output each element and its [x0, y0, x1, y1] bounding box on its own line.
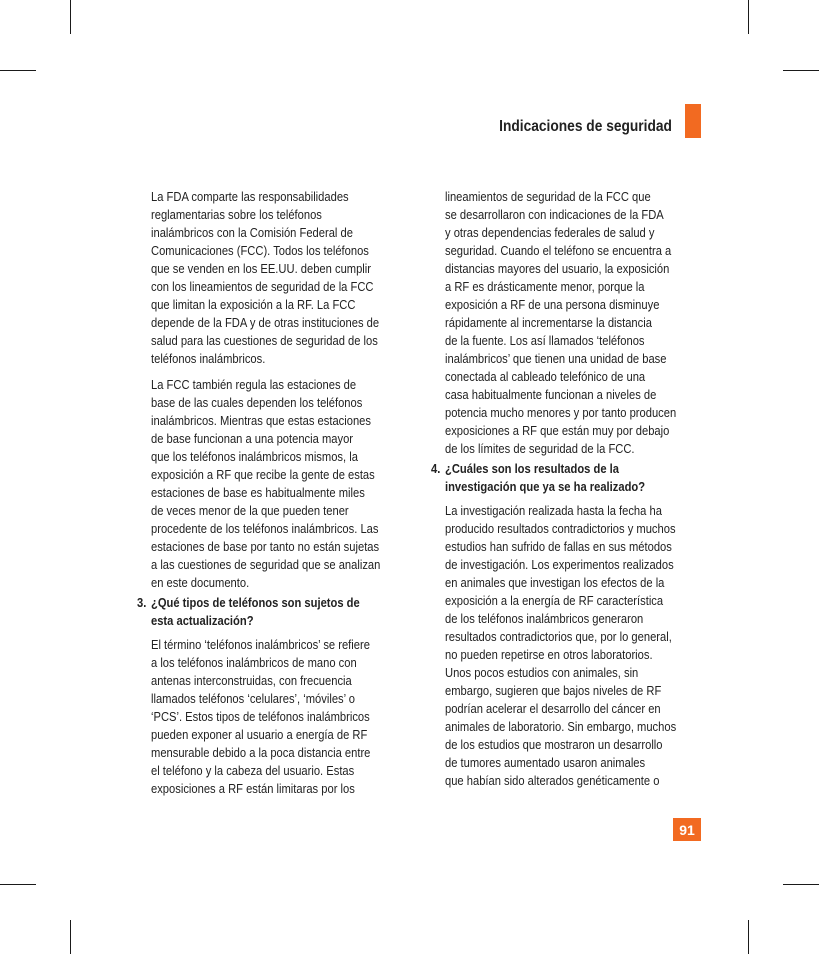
- text-line: que limitan la exposición a la RF. La FCC: [151, 297, 356, 312]
- text-line: seguridad. Cuando el teléfono se encuentra a: [445, 243, 672, 258]
- crop-mark: [748, 0, 749, 34]
- text-line: pueden exponer al usuario a energía de RF: [151, 727, 368, 742]
- text-line: El término ‘teléfonos inalámbricos’ se refiere: [151, 637, 370, 652]
- crop-mark: [748, 920, 749, 954]
- text-line: estudios han sufrido de fallas en sus métodos: [445, 539, 672, 554]
- text-line: de los teléfonos inalámbricos generaron: [445, 611, 644, 626]
- text-line: procedente de los teléfonos inalámbricos. Las: [151, 521, 379, 536]
- text-line: estaciones de base por tanto no están sujetas: [151, 539, 380, 554]
- text-line: exposición a RF que recibe la gente de estas: [151, 467, 375, 482]
- text-line: Comunicaciones (FCC). Todos los teléfonos: [151, 243, 369, 258]
- text-line: podrían acelerar el desarrollo del cáncer en: [445, 701, 661, 716]
- text-line: estaciones de base es habitualmente miles: [151, 485, 365, 500]
- text-line: exposición a la energía de RF característica: [445, 593, 664, 608]
- text-line: rápidamente al incrementarse la distancia: [445, 315, 652, 330]
- paragraph: [151, 376, 407, 592]
- text-line: teléfonos inalámbricos.: [151, 351, 266, 366]
- text-line: resultados contradictorios que, por lo general,: [445, 629, 672, 644]
- text-line: salud para las cuestiones de seguridad de los: [151, 333, 378, 348]
- page-number: 91: [673, 818, 701, 841]
- text-line: de los límites de seguridad de la FCC.: [445, 441, 635, 456]
- text-line: distancias mayores del usuario, la exposición: [445, 261, 670, 276]
- text-line: esta actualización?: [151, 613, 254, 628]
- text-line: que habían sido alterados genéticamente o: [445, 773, 660, 788]
- question-number: 3.: [137, 595, 147, 610]
- text-line: base de las cuales dependen los teléfonos: [151, 395, 363, 410]
- text-line: exposiciones a RF que están muy por debajo: [445, 423, 670, 438]
- text-line: con los lineamientos de seguridad de la FCC: [151, 279, 374, 294]
- question-heading: [137, 594, 407, 630]
- text-line: antenas interconstruidas, con frecuencia: [151, 673, 352, 688]
- paragraph: [151, 188, 407, 368]
- left-column: [137, 188, 407, 806]
- text-line: embargo, sugieren que bajos niveles de RF: [445, 683, 662, 698]
- crop-mark: [0, 884, 36, 885]
- right-column: [431, 188, 707, 798]
- text-line: a RF es drásticamente menor, porque la: [445, 279, 645, 294]
- text-line: investigación que ya se ha realizado?: [445, 479, 646, 494]
- text-line: no pueden repetirse en otros laboratorios.: [445, 647, 653, 662]
- text-line: se desarrollaron con indicaciones de la FDA: [445, 207, 664, 222]
- text-line: ¿Cuáles son los resultados de la: [445, 461, 619, 476]
- text-line: inalámbricos’ que tienen una unidad de base: [445, 351, 667, 366]
- text-line: exposiciones a RF están limitaras por los: [151, 781, 355, 796]
- text-line: de tumores aumentado usaron animales: [445, 755, 646, 770]
- text-line: en este documento.: [151, 575, 250, 590]
- text-line: inalámbricos. Mientras que estas estaciones: [151, 413, 371, 428]
- crop-mark: [70, 920, 71, 954]
- question-text: [151, 594, 407, 630]
- paragraph: [445, 188, 707, 458]
- crop-mark: [70, 0, 71, 34]
- question-heading: [431, 460, 707, 496]
- text-line: exposición a RF de una persona disminuye: [445, 297, 660, 312]
- text-line: ‘PCS’. Estos tipos de teléfonos inalámbricos: [151, 709, 370, 724]
- text-line: animales de laboratorio. Sin embargo, muchos: [445, 719, 677, 734]
- text-line: llamados teléfonos ‘celulares’, ‘móviles’ o: [151, 691, 356, 706]
- text-line: en animales que investigan los efectos de la: [445, 575, 665, 590]
- text-line: de base funcionan a una potencia mayor: [151, 431, 354, 446]
- question-number: 4.: [431, 461, 441, 476]
- text-line: de veces menor de la que pueden tener: [151, 503, 349, 518]
- text-line: inalámbricos con la Comisión Federal de: [151, 225, 353, 240]
- text-line: de los estudios que mostraron un desarrollo: [445, 737, 663, 752]
- text-line: ¿Qué tipos de teléfonos son sujetos de: [151, 595, 360, 610]
- section-tab-marker: [685, 104, 701, 138]
- text-line: conectada al cableado telefónico de una: [445, 369, 646, 384]
- text-line: Unos pocos estudios con animales, sin: [445, 665, 639, 680]
- text-line: y otras dependencias federales de salud y: [445, 225, 655, 240]
- text-line: reglamentarias sobre los teléfonos: [151, 207, 322, 222]
- text-line: La FCC también regula las estaciones de: [151, 377, 357, 392]
- text-line: La FDA comparte las responsabilidades: [151, 189, 349, 204]
- paragraph: [445, 502, 707, 790]
- crop-mark: [0, 70, 36, 71]
- text-line: producido resultados contradictorios y muchos: [445, 521, 676, 536]
- crop-mark: [783, 884, 819, 885]
- text-line: a los teléfonos inalámbricos de mano con: [151, 655, 357, 670]
- text-line: potencia mucho menores y por tanto producen: [445, 405, 677, 420]
- question-text: [445, 460, 707, 496]
- paragraph: [151, 636, 407, 798]
- text-line: que se venden en los EE.UU. deben cumplir: [151, 261, 372, 276]
- text-line: depende de la FDA y de otras instituciones de: [151, 315, 380, 330]
- text-line: de investigación. Los experimentos realizados: [445, 557, 674, 572]
- text-line: casa habitualmente funcionan a niveles de: [445, 387, 657, 402]
- text-line: La investigación realizada hasta la fecha ha: [445, 503, 662, 518]
- text-line: mensurable debido a la poca distancia entre: [151, 745, 371, 760]
- text-line: de la fuente. Los así llamados ‘teléfonos: [445, 333, 645, 348]
- text-line: el teléfono y la cabeza del usuario. Estas: [151, 763, 355, 778]
- text-line: que los teléfonos inalámbricos mismos, la: [151, 449, 358, 464]
- text-line: lineamientos de seguridad de la FCC que: [445, 189, 651, 204]
- text-line: a las cuestiones de seguridad que se analizan: [151, 557, 381, 572]
- crop-mark: [783, 70, 819, 71]
- section-title: Indicaciones de seguridad: [499, 118, 672, 135]
